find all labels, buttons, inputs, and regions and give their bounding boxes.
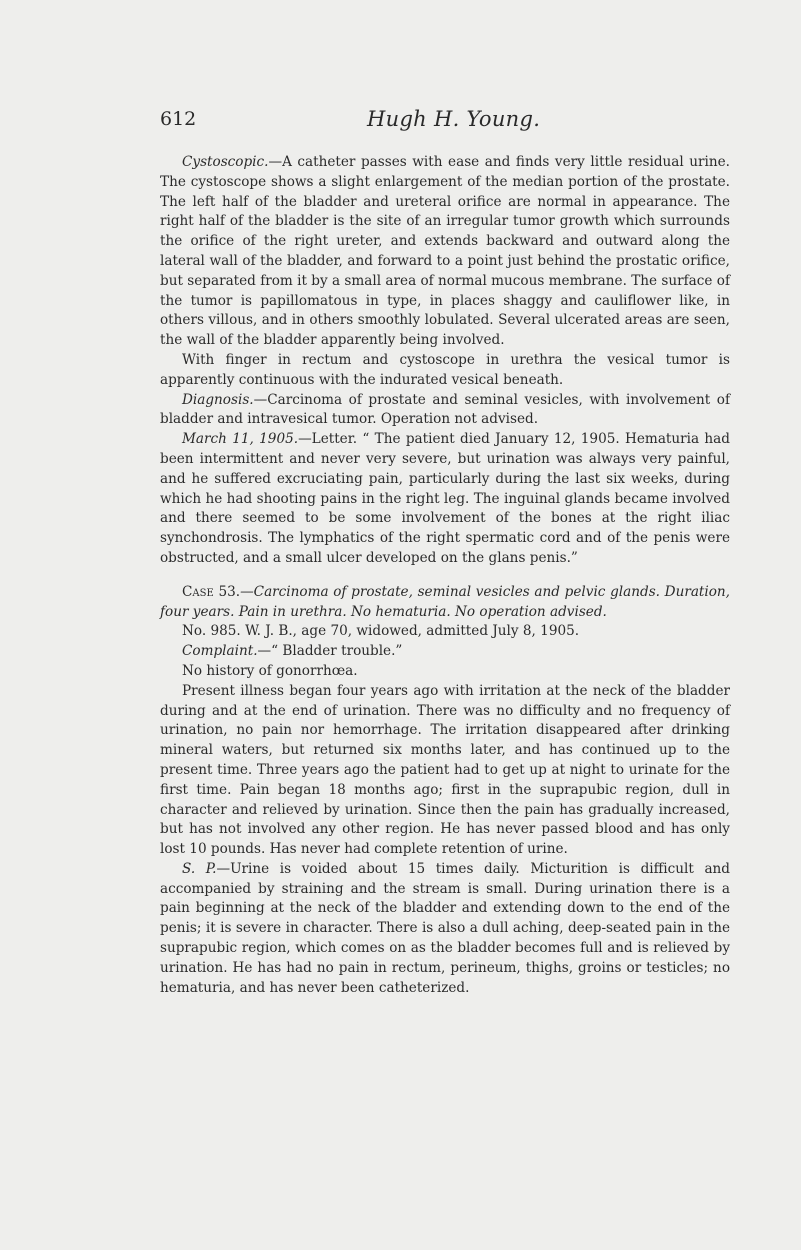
text-case-title: —Carcinoma of prostate, seminal vesicles and pelvic glands. Duration, four years. Pain in urethra. No hematuria. No operation advised. xyxy=(160,583,730,620)
paragraph-sp xyxy=(160,860,730,999)
paragraph-cystoscopic xyxy=(160,153,730,351)
label-complaint: Complaint. xyxy=(182,643,258,660)
paragraph-letter xyxy=(160,430,730,569)
body-text xyxy=(160,153,730,998)
text-finger-exam: With finger in rectum and cystoscope in urethra the vesical tumor is apparently continuous with the indurated vesical beneath. xyxy=(160,351,730,388)
text-present-illness: Present illness began four years ago with irritation at the neck of the bladder during and at the end of urination. There was no difficulty and no frequency of urination, no pain nor hemorrhage. The irritation disappeared after drinking mineral waters, but returned six months later, and has continued up to the present time. Three years ago the patient had to get up at night to urinate for the first time. Pain began 18 months ago; first in the suprapubic region, dull in character and relieved by urination. Since then the pain has gradually increased, but has not involved any other region. He has never passed blood and has only lost 10 pounds. Has never had complete retention of urine. xyxy=(160,682,730,858)
label-case: Case 53. xyxy=(182,583,241,600)
paragraph-diagnosis xyxy=(160,391,730,431)
running-title: Hugh H. Young. xyxy=(367,107,541,131)
paragraph-case-heading xyxy=(160,583,730,623)
paragraph-complaint xyxy=(160,642,730,662)
label-diagnosis: Diagnosis. xyxy=(182,391,254,408)
running-head xyxy=(160,104,720,134)
paragraph-history xyxy=(160,662,730,682)
text-sp: —Urine is voided about 15 times daily. Micturition is difficult and accompanied by straining and the stream is small. During urination there is a pain beginning at the neck of the bladder and extending down to the end of the penis; it is severe in character. There is also a dull aching, deep-seated pain in the suprapubic region, which comes on as the bladder becomes full and is relieved by urination. He has had no pain in rectum, perineum, thighs, groins or testicles; no hematuria, and has never been catheterized. xyxy=(160,860,731,996)
label-sp: S. P. xyxy=(182,860,217,877)
label-letter-date: March 11, 1905. xyxy=(182,431,299,448)
paragraph-admission xyxy=(160,622,730,642)
paragraph-present-illness xyxy=(160,682,730,860)
text-complaint: —“ Bladder trouble.” xyxy=(257,643,403,660)
label-cystoscopic: Cystoscopic. xyxy=(182,154,269,170)
text-admission: No. 985. W. J. B., age 70, widowed, admitted July 8, 1905. xyxy=(182,623,580,640)
paragraph-finger-exam xyxy=(160,351,730,391)
page-number: 612 xyxy=(160,108,197,130)
text-letter: —Letter. “ The patient died January 12, 1905. Hematuria had been intermittent and never very severe, but urination was always very painful, and he suffered excruciating pain, particularly during the last six weeks, during which he had shooting pains in the right leg. The inguinal glands became involved and there seemed to be some involvement of the bones at the right iliac synchondrosis. The lymphatics of the right spermatic cord and of the penis were obstructed, and a small ulcer developed on the glans penis.” xyxy=(160,431,730,566)
text-history: No history of gonorrhœa. xyxy=(182,662,358,679)
text-cystoscopic: —A catheter passes with ease and finds very little residual urine. The cystoscope shows a slight enlargement of the median portion of the prostate. The left half of the bladder and ureteral orifice are normal in appearance. The right half of the bladder is the site of an irregular tumor growth which surrounds the orifice of the right ureter, and extends backward and outward along the lateral wall of the bladder, and forward to a point just behind the prostatic orifice, but separated from it by a small area of normal mucous membrane. The surface of the tumor is papillomatous in type, in places shaggy and cauliflower like, in others villous, and in others smoothly lobulated. Several ulcerated areas are seen, the wall of the bladder apparently being involved. xyxy=(160,154,730,349)
text-diagnosis: —Carcinoma of prostate and seminal vesicles, with involvement of bladder and intravesical tumor. Operation not advised. xyxy=(160,391,730,428)
